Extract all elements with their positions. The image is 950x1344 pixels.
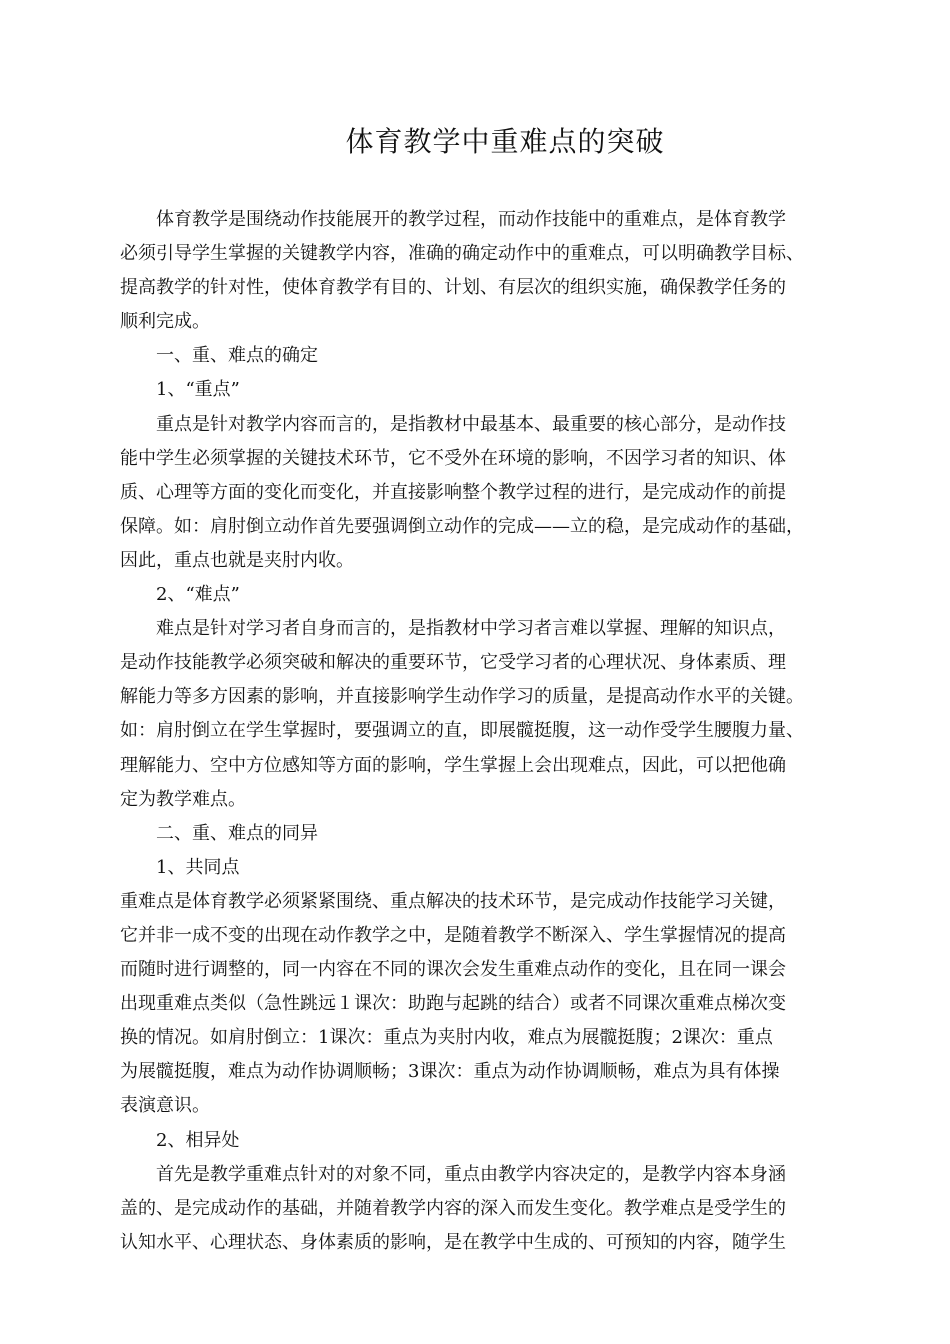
paragraph-line: 重难点是体育教学必须紧紧围绕、重点解决的技术环节，是完成动作技能学习关键， (120, 890, 786, 912)
subsection-heading: 2、“难点” (156, 584, 240, 606)
subsection-heading: 1、共同点 (156, 856, 240, 878)
paragraph-line: 质、心理等方面的变化而变化，并直接影响整个教学过程的进行，是完成动作的前提 (120, 481, 786, 503)
paragraph-line: 表演意识。 (120, 1095, 210, 1117)
paragraph-line: 重点是针对教学内容而言的，是指教材中最基本、最重要的核心部分，是动作技 (156, 413, 786, 435)
subsection-heading: 1、“重点” (156, 379, 240, 401)
paragraph-line: 必须引导学生掌握的关键教学内容，准确的确定动作中的重难点，可以明确教学目标、 (120, 243, 804, 265)
paragraph-line: 是动作技能教学必须突破和解决的重要环节，它受学习者的心理状况、身体素质、理 (120, 652, 786, 674)
paragraph-line: 难点是针对学习者自身而言的，是指教材中学习者言难以掌握、理解的知识点， (156, 618, 786, 640)
paragraph-line: 因此，重点也就是夹肘内收。 (120, 549, 354, 571)
paragraph-line: 理解能力、空中方位感知等方面的影响，学生掌握上会出现难点，因此，可以把他确 (120, 754, 786, 776)
paragraph-line: 认知水平、心理状态、身体素质的影响，是在教学中生成的、可预知的内容，随学生 (120, 1231, 786, 1253)
paragraph-line: 体育教学是围绕动作技能展开的教学过程，而动作技能中的重难点，是体育教学 (156, 209, 786, 230)
paragraph-line: 提高教学的针对性，使体育教学有目的、计划、有层次的组织实施，确保教学任务的 (120, 277, 786, 299)
section-heading: 二、重、难点的同异 (156, 822, 318, 844)
paragraph-line: 定为教学难点。 (120, 788, 246, 810)
paragraph-line: 换的情况。如肩肘倒立：1课次：重点为夹肘内收，难点为展髋挺腹；2课次：重点 (120, 1027, 773, 1049)
section-heading: 一、重、难点的确定 (156, 345, 318, 367)
paragraph-line: 如：肩肘倒立在学生掌握时，要强调立的直，即展髋挺腹，这一动作受学生腰腹力量、 (120, 720, 804, 742)
paragraph-line: 顺利完成。 (120, 311, 210, 333)
document-body (120, 203, 835, 1260)
paragraph-line: 能中学生必须掌握的关键技术环节，它不受外在环境的影响，不因学习者的知识、体 (120, 447, 786, 469)
document-title: 体育教学中重难点的突破 (345, 125, 665, 158)
subsection-heading: 2、相异处 (156, 1129, 240, 1151)
paragraph-line: 而随时进行调整的，同一内容在不同的课次会发生重难点动作的变化，且在同一课会 (120, 959, 786, 981)
paragraph-line: 首先是教学重难点针对的对象不同，重点由教学内容决定的，是教学内容本身涵 (156, 1163, 786, 1185)
paragraph-line: 盖的、是完成动作的基础，并随着教学内容的深入而发生变化。教学难点是受学生的 (120, 1197, 786, 1219)
paragraph-line: 它并非一成不变的出现在动作教学之中，是随着教学不断深入、学生掌握情况的提高 (120, 924, 786, 946)
paragraph-line: 出现重难点类似（急性跳远１课次：助跑与起跳的结合）或者不同课次重难点梯次变 (120, 993, 786, 1015)
paragraph-line: 为展髋挺腹，难点为动作协调顺畅；3课次：重点为动作协调顺畅，难点为具有体操 (120, 1061, 780, 1083)
paragraph-line: 解能力等多方因素的影响，并直接影响学生动作学习的质量，是提高动作水平的关键。 (120, 686, 804, 708)
paragraph-line: 保障。如：肩肘倒立动作首先要强调倒立动作的完成——立的稳，是完成动作的基础， (120, 515, 804, 537)
